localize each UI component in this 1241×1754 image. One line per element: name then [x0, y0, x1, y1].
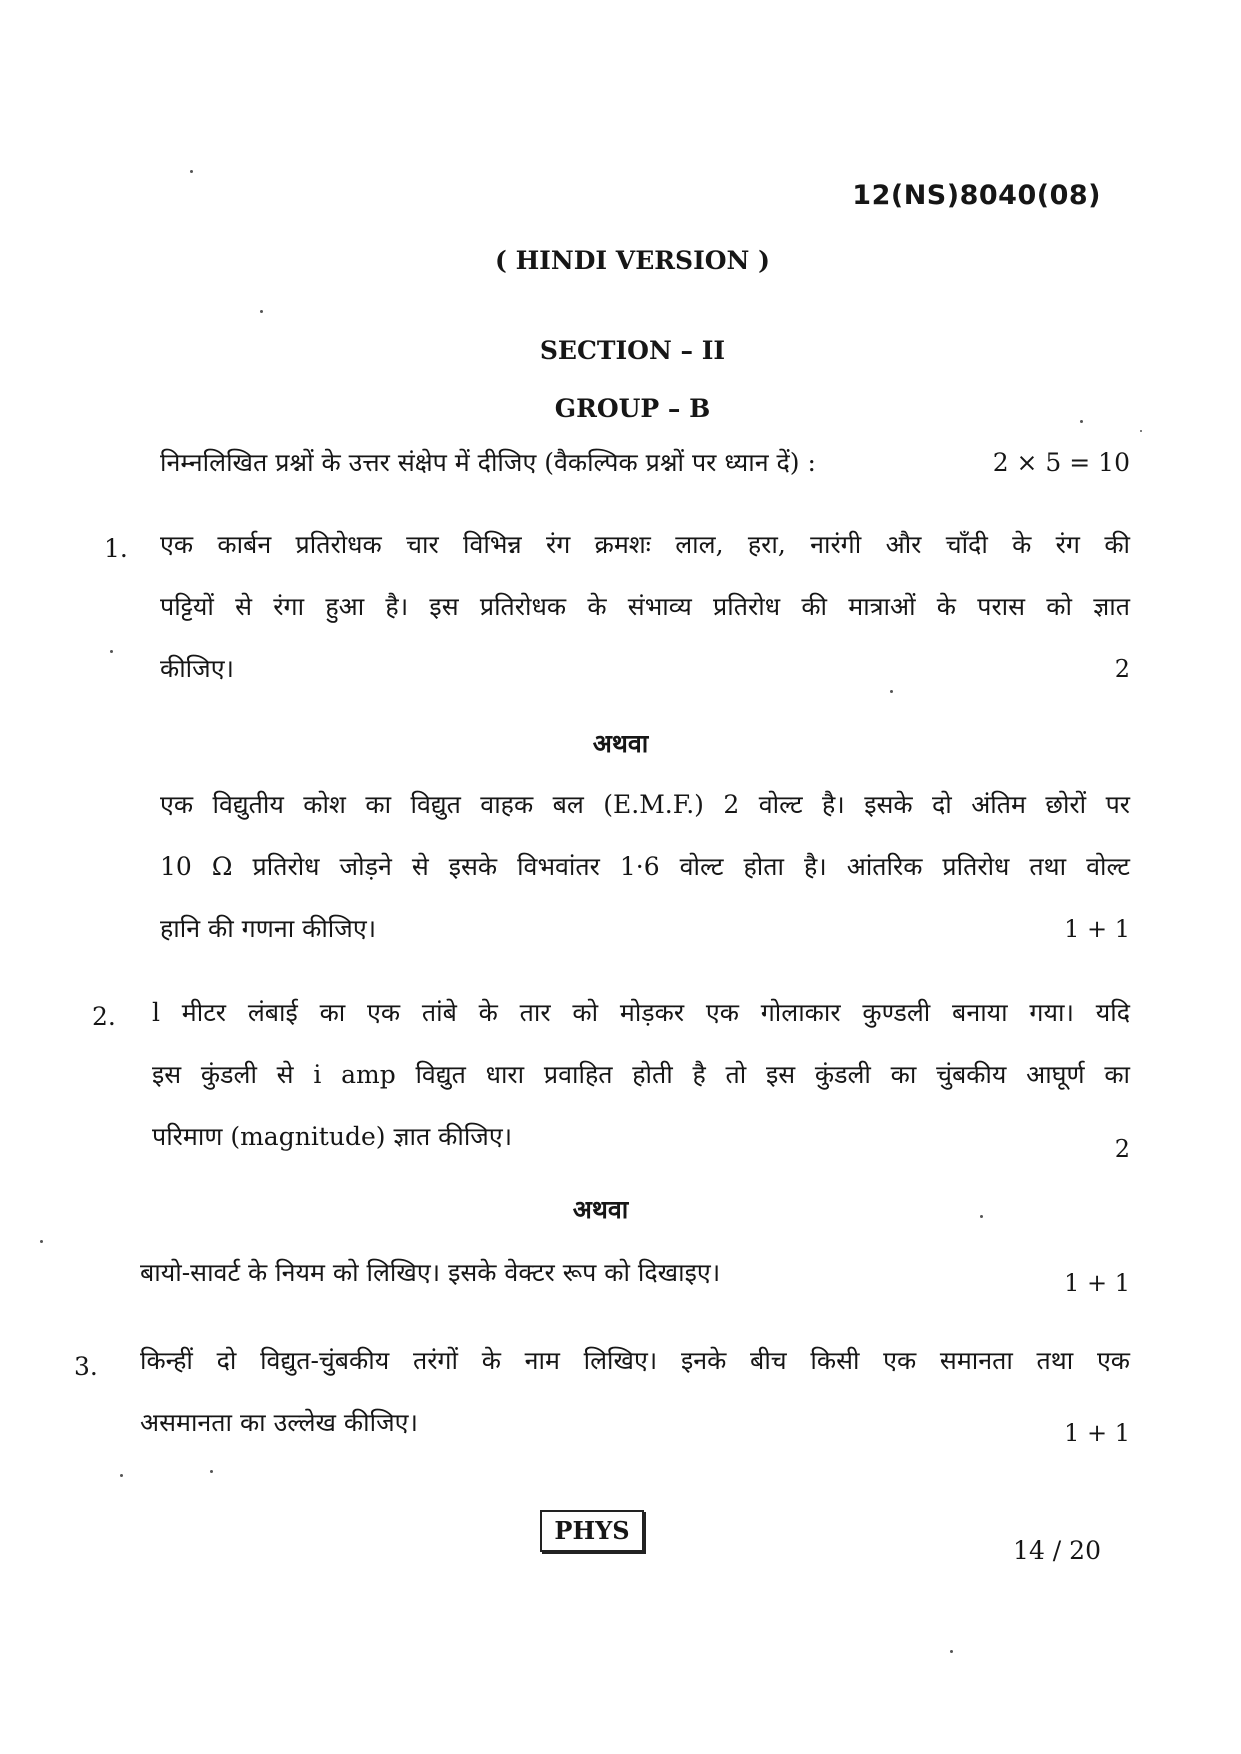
scan-speck: [1080, 420, 1083, 423]
scan-speck: [890, 690, 893, 693]
question-1-or-line-2: 10 Ω प्रतिरोध जोड़ने से इसके विभवांतर 1·6 वोल्ट होता है। आंतरिक प्रतिरोध तथा वोल्ट: [160, 852, 1130, 881]
question-1-or-line-3: हानि की गणना कीजिए।: [160, 914, 377, 943]
question-1-line-2: पट्टियों से रंगा हुआ है। इस प्रतिरोधक के संभाव्य प्रतिरोध की मात्राओं के परास को ज्ञात: [160, 592, 1130, 621]
question-2-line-2: इस कुंडली से i amp विद्युत धारा प्रवाहित होती है तो इस कुंडली का चुंबकीय आघूर्ण का: [152, 1060, 1130, 1089]
question-1-line-3: कीजिए।: [160, 654, 235, 683]
question-number-3: 3.: [74, 1352, 98, 1381]
group-title: GROUP – B: [554, 394, 711, 423]
scan-speck: [40, 1240, 43, 1243]
question-3-line-1: किन्हीं दो विद्युत-चुंबकीय तरंगों के नाम लिखिए। इनके बीच किसी एक समानता तथा एक: [140, 1346, 1130, 1375]
question-1-or-line-1: एक विद्युतीय कोश का विद्युत वाहक बल (E.M.F.) 2 वोल्ट है। इसके दो अंतिम छोरों पर: [160, 790, 1130, 819]
question-2-line-3: परिमाण (magnitude) ज्ञात कीजिए।: [152, 1122, 513, 1151]
question-2-line-1: l मीटर लंबाई का एक तांबे के तार को मोड़कर एक गोलाकार कुण्डली बनाया गया। यदि: [152, 998, 1130, 1027]
question-1-alternative: [160, 790, 1130, 944]
scan-speck: [950, 1650, 953, 1653]
scan-speck: [980, 1215, 983, 1218]
or-separator-1: अथवा: [592, 729, 649, 758]
scan-speck: [190, 170, 193, 173]
scan-speck: [120, 1474, 123, 1477]
instructions-text: निम्नलिखित प्रश्नों के उत्तर संक्षेप में दीजिए (वैकल्पिक प्रश्नों पर ध्यान दें) :: [160, 448, 816, 477]
question-number-2: 2.: [92, 1002, 116, 1031]
scan-speck: [1140, 430, 1142, 432]
question-1-or-marks: 1 + 1: [1064, 915, 1130, 943]
version-title: ( HINDI VERSION ): [495, 246, 770, 275]
scan-speck: [260, 310, 263, 313]
subject-code-box: PHYS: [540, 1510, 644, 1552]
question-number-1: 1.: [104, 534, 128, 563]
question-2-marks: 2: [1114, 1135, 1130, 1163]
scan-speck: [110, 650, 113, 653]
section-title: SECTION – II: [539, 336, 726, 365]
or-separator-2: अथवा: [572, 1195, 629, 1224]
page-number: 14 / 20: [1013, 1536, 1101, 1565]
question-1-marks: 2: [1114, 655, 1130, 683]
scan-speck: [210, 1470, 213, 1473]
question-3-line-2: असमानता का उल्लेख कीजिए।: [140, 1408, 418, 1437]
question-1: [160, 530, 1130, 684]
instructions-marks: 2 × 5 = 10: [992, 448, 1130, 477]
question-2-or-marks: 1 + 1: [1064, 1269, 1130, 1297]
question-3: [140, 1346, 1130, 1448]
instructions: [160, 448, 1130, 478]
question-2-alternative: [140, 1258, 1130, 1298]
question-1-line-1: एक कार्बन प्रतिरोधक चार विभिन्न रंग क्रमशः लाल, हरा, नारंगी और चाँदी के रंग की: [160, 530, 1130, 559]
question-2-or-line-1: बायो-सावर्ट के नियम को लिखिए। इसके वेक्टर रूप को दिखाइए।: [140, 1258, 721, 1287]
question-3-marks: 1 + 1: [1064, 1419, 1130, 1447]
question-2: [152, 998, 1130, 1164]
paper-code: 12(NS)8040(08): [852, 180, 1101, 211]
